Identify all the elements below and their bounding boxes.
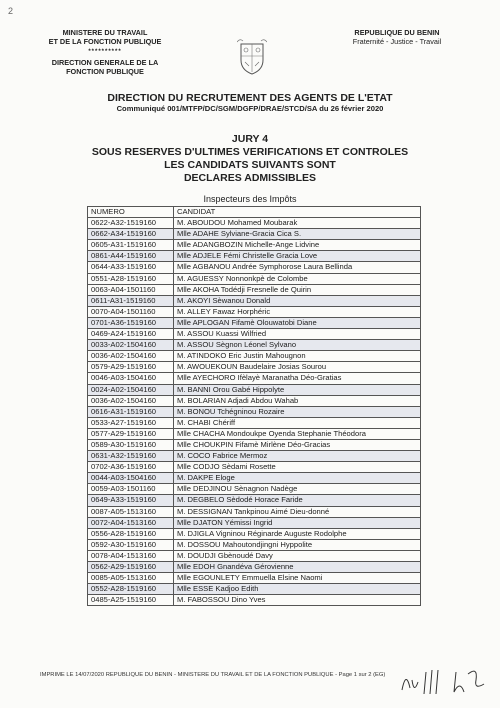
- table-row: [88, 462, 421, 473]
- table-row: [88, 517, 421, 528]
- candidate-name: M. ASSOU Sègnon Léonel Sylvano: [174, 340, 421, 351]
- candidate-number: 0562-A29-1519160: [88, 562, 174, 573]
- table-row: [88, 373, 421, 384]
- table-row: [88, 384, 421, 395]
- table-row: [88, 539, 421, 550]
- candidate-name: Mlle AGBANOU Andrée Symphorose Laura Bellinda: [174, 262, 421, 273]
- candidate-name: Mlle ADAHE Sylviane-Gracia Cica S.: [174, 229, 421, 240]
- candidate-number: 0616-A31-1519160: [88, 406, 174, 417]
- candidate-number: 0592-A30-1519160: [88, 539, 174, 550]
- coat-of-arms-icon: [237, 38, 267, 76]
- candidate-number: 0087-A05-1513160: [88, 506, 174, 517]
- candidate-name: M. FABOSSOU Dino Yves: [174, 595, 421, 606]
- table-row: [88, 573, 421, 584]
- table-row: [88, 495, 421, 506]
- table-row: [88, 506, 421, 517]
- table-row: [88, 473, 421, 484]
- direction-line-1: DIRECTION GENERALE DE LA: [51, 58, 159, 67]
- candidate-name: Mlle AYECHORO Ifèlayè Maranatha Déo-Gratias: [174, 373, 421, 384]
- candidate-number: 0063-A04-1501160: [88, 284, 174, 295]
- communique-reference: Communiqué 001/MTFP/DC/SGM/DGFP/DRAE/STCD/SA du 26 février 2020: [116, 104, 384, 113]
- jury-heading: [0, 133, 500, 185]
- candidate-name: M. ASSOU Kuassi Wilfried: [174, 329, 421, 340]
- candidate-number: 0605-A31-1519160: [88, 240, 174, 251]
- republic-name: REPUBLIQUE DU BENIN: [354, 28, 440, 37]
- candidate-number: 0036-A02-1504160: [88, 351, 174, 362]
- candidate-number: 0036-A02-1504160: [88, 395, 174, 406]
- candidate-number: 0579-A29-1519160: [88, 362, 174, 373]
- table-row: [88, 218, 421, 229]
- page-number: 2: [8, 6, 14, 16]
- ministry-line-1: MINISTERE DU TRAVAIL: [62, 28, 148, 37]
- candidate-number: 0485-A25-1519160: [88, 595, 174, 606]
- candidate-name: Mlle DJATON Yémissi Ingrid: [174, 517, 421, 528]
- candidate-name: M. COCO Fabrice Mermoz: [174, 451, 421, 462]
- table-row: [88, 406, 421, 417]
- candidate-name: Mlle ADJELE Fémi Christelle Gracia Love: [174, 251, 421, 262]
- table-row: [88, 284, 421, 295]
- table-row: [88, 595, 421, 606]
- table-row: [88, 295, 421, 306]
- candidate-number: 0631-A32-1519160: [88, 451, 174, 462]
- table-row: [88, 417, 421, 428]
- candidate-number: 0556-A28-1519160: [88, 528, 174, 539]
- table-row: [88, 329, 421, 340]
- candidate-number: 0702-A36-1519160: [88, 462, 174, 473]
- handwritten-initials: [398, 660, 498, 700]
- table-row: [88, 451, 421, 462]
- table-row: [88, 484, 421, 495]
- candidate-number: 0033-A02-1504160: [88, 340, 174, 351]
- candidate-name: Mlle CHACHA Mondoukpe Oyenda Stephanie Théodora: [174, 428, 421, 439]
- header-candidat: CANDIDAT: [174, 207, 421, 218]
- table-row: [88, 340, 421, 351]
- candidate-number: 0046-A03-1504160: [88, 373, 174, 384]
- table-row: [88, 439, 421, 450]
- candidates-table: [87, 206, 421, 606]
- table-row: [88, 251, 421, 262]
- table-row: [88, 362, 421, 373]
- heading-line-1: SOUS RESERVES D'ULTIMES VERIFICATIONS ET CONTROLES: [91, 146, 409, 158]
- candidate-name: M. DOUDJI Gbènoudé Davy: [174, 550, 421, 561]
- candidate-name: M. DJIGLA Vigninou Réginarde Auguste Rodolphe: [174, 528, 421, 539]
- ministry-line-2: ET DE LA FONCTION PUBLIQUE: [48, 37, 162, 46]
- heading-line-2: LES CANDIDATS SUIVANTS SONT: [164, 159, 336, 171]
- table-row: [88, 584, 421, 595]
- table-row: [88, 562, 421, 573]
- table-row: [88, 262, 421, 273]
- candidate-name: M. ALLEY Fawaz Horphéric: [174, 306, 421, 317]
- candidate-number: 0649-A33-1519160: [88, 495, 174, 506]
- table-row: [88, 528, 421, 539]
- candidate-number: 0701-A36-1519160: [88, 317, 174, 328]
- section-title: Inspecteurs des Impôts: [203, 194, 297, 204]
- candidate-name: M. CHABI Chériff: [174, 417, 421, 428]
- candidate-name: Mlle ADANGBOZIN Michelle-Ange Lidvine: [174, 240, 421, 251]
- candidate-number: 0611-A31-1519160: [88, 295, 174, 306]
- candidate-name: M. BOLARIAN Adjadi Abdou Wahab: [174, 395, 421, 406]
- candidate-name: Mlle ESSE Kadjoo Edith: [174, 584, 421, 595]
- candidate-name: M. ATINDOKO Eric Justin Mahougnon: [174, 351, 421, 362]
- table-row: [88, 550, 421, 561]
- table-row: [88, 351, 421, 362]
- candidate-number: 0577-A29-1519160: [88, 428, 174, 439]
- candidate-name: M. BONOU Tchégninou Rozaire: [174, 406, 421, 417]
- candidate-number: 0644-A33-1519160: [88, 262, 174, 273]
- table-row: [88, 428, 421, 439]
- candidate-name: Mlle DEDJINOU Sènagnon Nadège: [174, 484, 421, 495]
- candidate-name: M. DOSSOU Mahoutondjingni Hyppolite: [174, 539, 421, 550]
- candidate-number: 0662-A34-1519160: [88, 229, 174, 240]
- jury-label: JURY 4: [231, 133, 269, 145]
- candidate-name: M. ABOUDOU Mohamed Moubarak: [174, 218, 421, 229]
- candidate-number: 0622-A32-1519160: [88, 218, 174, 229]
- candidate-name: Mlle EGOUNLETY Emmuella Elsine Naomi: [174, 573, 421, 584]
- candidate-name: Mlle AKOHA Todédji Fresnelle de Quirin: [174, 284, 421, 295]
- candidate-name: M. DEGBELO Sèdodé Horace Faride: [174, 495, 421, 506]
- document-title: DIRECTION DU RECRUTEMENT DES AGENTS DE L'ETAT: [107, 92, 393, 104]
- table-row: [88, 317, 421, 328]
- separator-stars: **********: [88, 49, 122, 55]
- candidate-name: Mlle CODJO Sèdami Rosette: [174, 462, 421, 473]
- table-row: [88, 240, 421, 251]
- table-row: [88, 273, 421, 284]
- candidate-number: 0044-A03-1504160: [88, 473, 174, 484]
- candidate-number: 0861-A44-1519160: [88, 251, 174, 262]
- print-footer: IMPRIME LE 14/07/2020 REPUBLIQUE DU BENIN - MINISTERE DU TRAVAIL ET DE LA FONCTION PUBLIQUE - Page 1 sur 2 (EG): [40, 672, 386, 678]
- candidate-number: 0059-A03-1501160: [88, 484, 174, 495]
- table-row: [88, 306, 421, 317]
- header-numero: NUMERO: [88, 207, 174, 218]
- candidate-name: Mlle EDOH Gnandéva Gérovienne: [174, 562, 421, 573]
- ministry-header: [30, 28, 180, 76]
- table-body: [88, 218, 421, 606]
- candidate-name: M. AWOUEKOUN Baudelaire Josias Sourou: [174, 362, 421, 373]
- table-header-row: [88, 207, 421, 218]
- candidate-number: 0024-A02-1504160: [88, 384, 174, 395]
- candidate-number: 0589-A30-1519160: [88, 439, 174, 450]
- candidate-number: 0085-A05-1513160: [88, 573, 174, 584]
- candidate-name: M. DAKPE Eloge: [174, 473, 421, 484]
- candidate-number: 0078-A04-1513160: [88, 550, 174, 561]
- republic-motto: Fraternité - Justice - Travail: [352, 37, 442, 46]
- candidate-number: 0552-A28-1519160: [88, 584, 174, 595]
- candidate-number: 0469-A24-1519160: [88, 329, 174, 340]
- candidate-name: M. AKOYI Sèwanou Donald: [174, 295, 421, 306]
- candidate-number: 0533-A27-1519160: [88, 417, 174, 428]
- candidate-number: 0070-A04-1501160: [88, 306, 174, 317]
- candidate-name: Mlle CHOUKPIN Fifamè Mirlène Déo-Gracias: [174, 439, 421, 450]
- candidate-name: M. DESSIGNAN Tankpinou Aimé Dieu-donné: [174, 506, 421, 517]
- candidate-name: M. BANNI Orou Gabé Hippolyte: [174, 384, 421, 395]
- direction-line-2: FONCTION PUBLIQUE: [66, 67, 144, 76]
- table-row: [88, 229, 421, 240]
- heading-line-3: DECLARES ADMISSIBLES: [183, 172, 317, 184]
- candidate-name: Mlle APLOGAN Fifamè Olouwatobi Diane: [174, 317, 421, 328]
- candidate-number: 0072-A04-1513160: [88, 517, 174, 528]
- republic-header: [322, 28, 472, 46]
- candidate-number: 0551-A28-1519160: [88, 273, 174, 284]
- candidate-name: M. AGUESSY Nonnonkpè de Colombe: [174, 273, 421, 284]
- table-row: [88, 395, 421, 406]
